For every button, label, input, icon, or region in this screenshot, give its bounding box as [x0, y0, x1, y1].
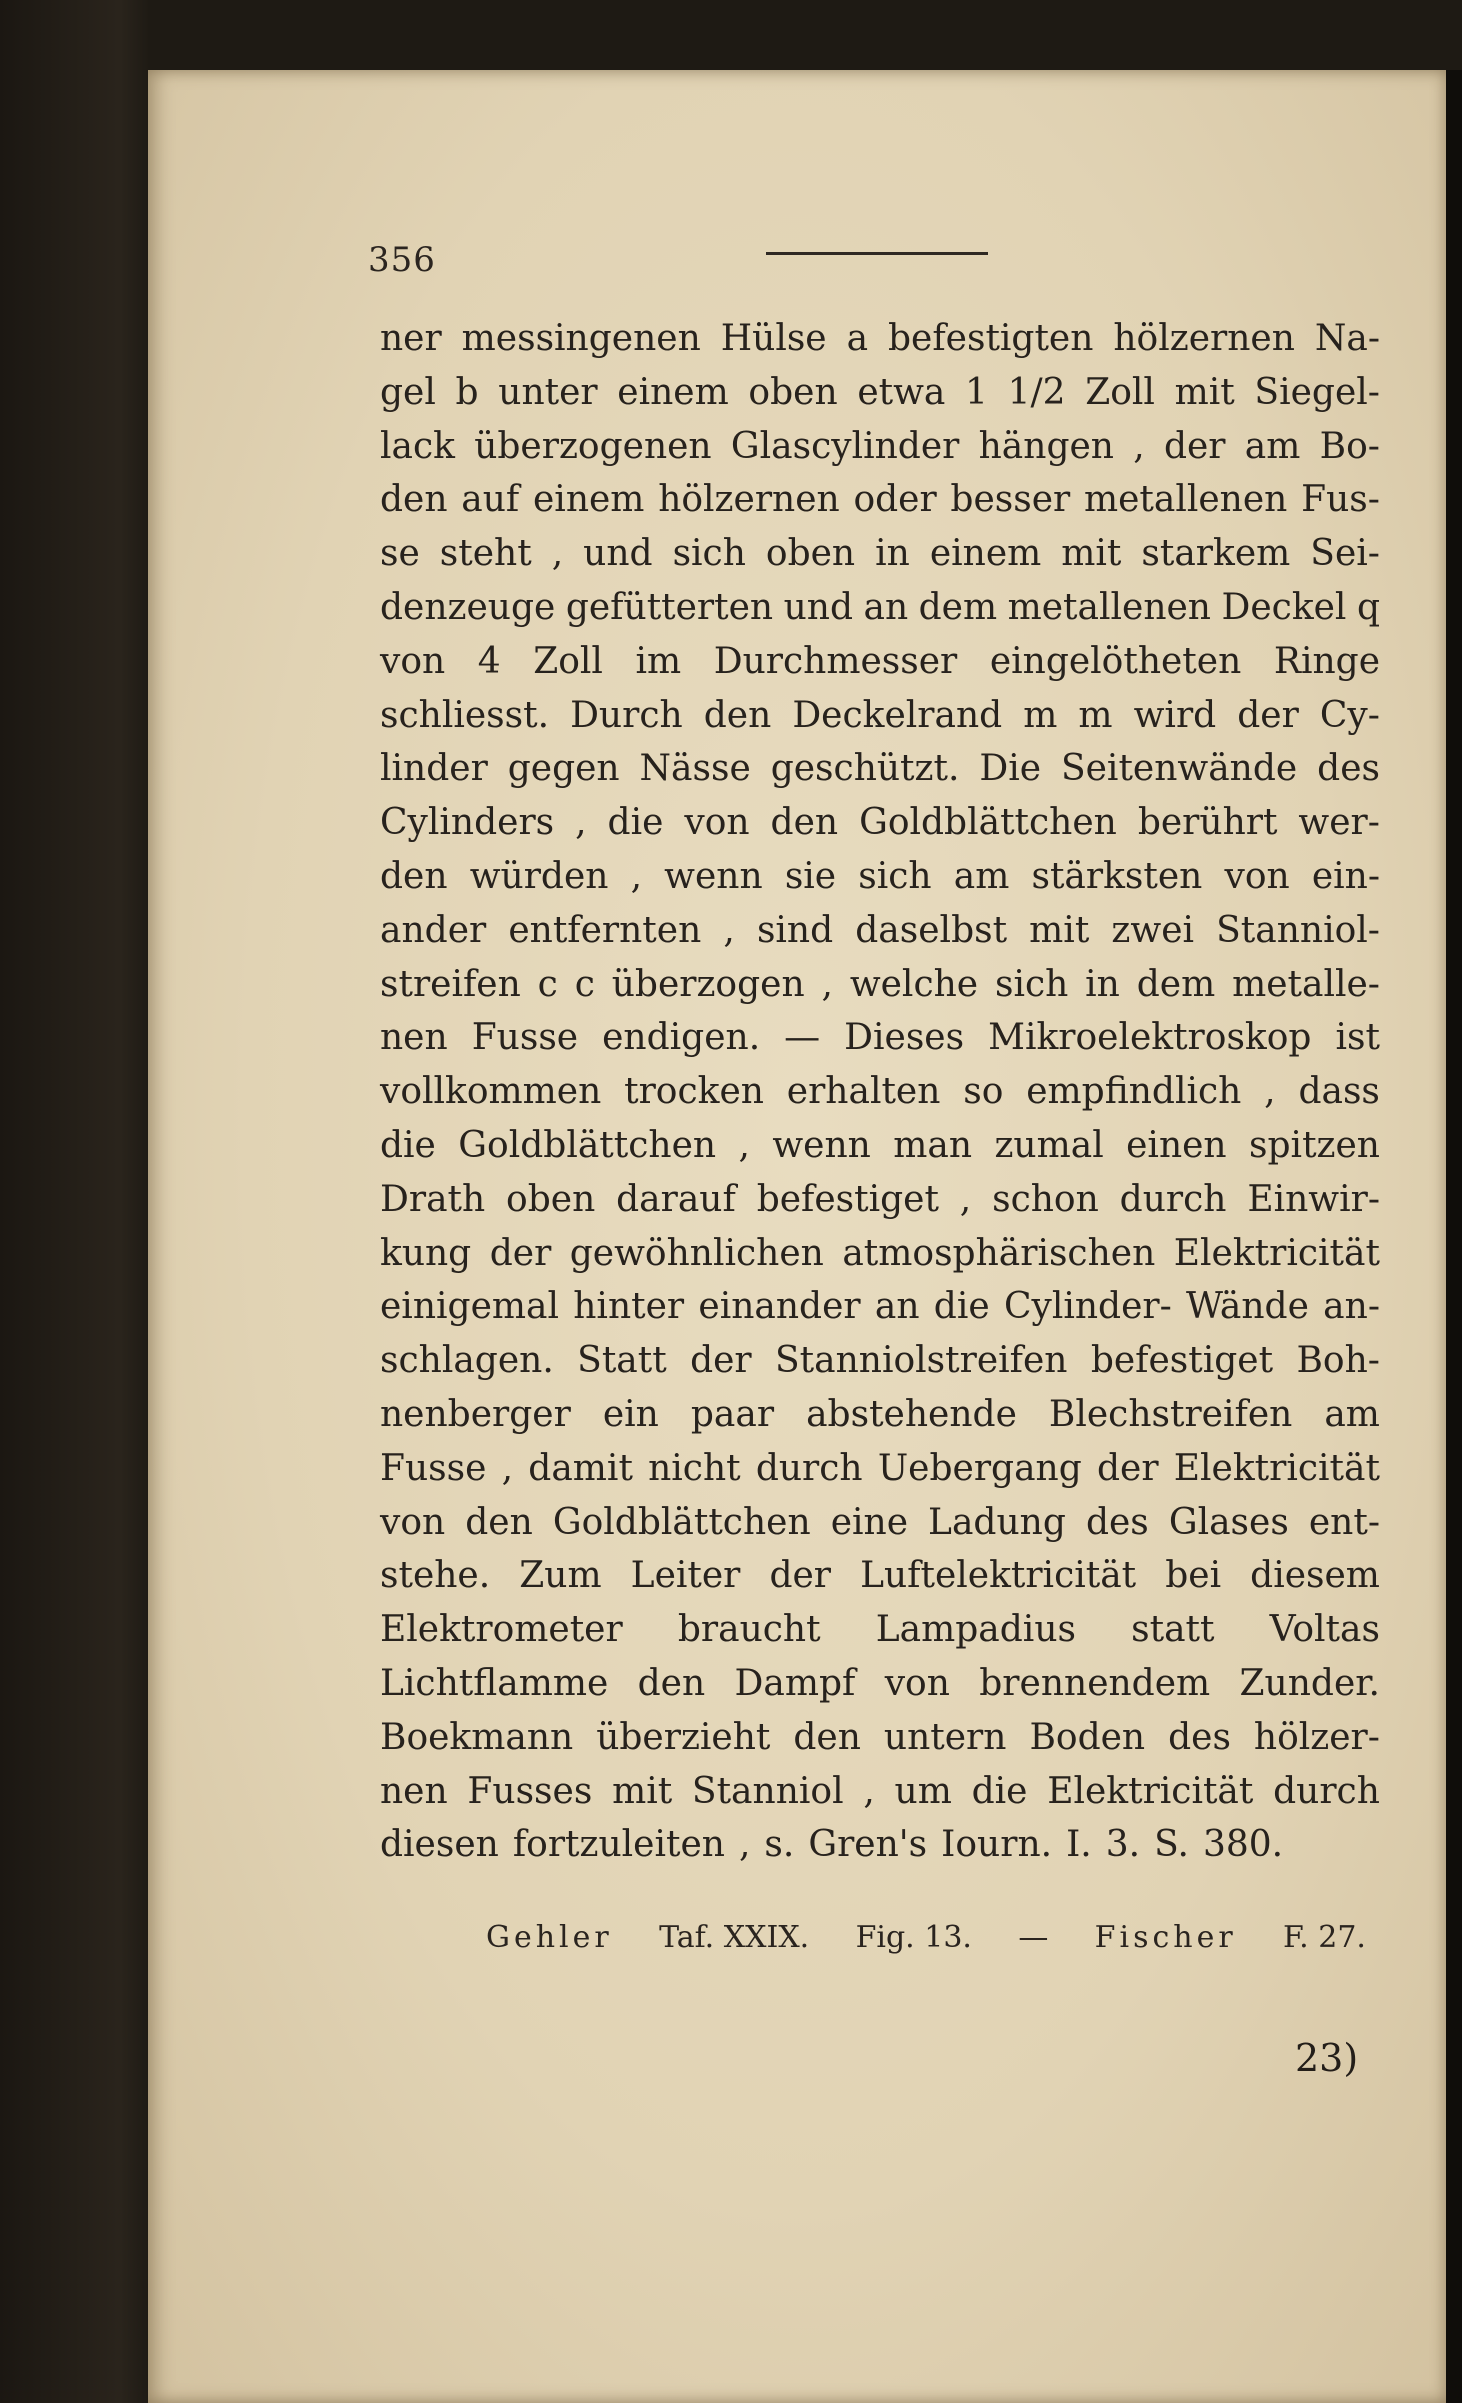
word: die: [380, 1124, 436, 1166]
word: kung: [380, 1232, 472, 1274]
word: eine: [830, 1501, 908, 1543]
word: oben: [748, 371, 838, 413]
word: Voltas: [1269, 1609, 1380, 1651]
word: der: [1163, 425, 1226, 467]
word: oben: [765, 533, 856, 575]
word: um: [894, 1770, 952, 1812]
word: endigen.: [602, 1017, 761, 1059]
word: wird: [1133, 694, 1217, 736]
word: Fus-: [1301, 479, 1380, 521]
word: a: [846, 318, 869, 359]
word: gefütterten: [565, 586, 774, 628]
word: und: [583, 533, 653, 575]
word: auf: [461, 479, 520, 521]
word: dass: [1298, 1071, 1380, 1113]
word: linder: [380, 748, 488, 790]
text-line: [380, 587, 1380, 641]
word: einander: [698, 1286, 861, 1328]
word: einem: [533, 479, 645, 521]
word: Lampadius: [875, 1609, 1076, 1651]
word: Cy-: [1319, 694, 1380, 736]
text-line: [380, 1609, 1380, 1663]
word: Blechstreifen: [1048, 1393, 1293, 1435]
word: den: [380, 479, 448, 521]
word: Glascylinder: [730, 425, 960, 467]
word: ,: [551, 533, 564, 575]
word: ,: [738, 1124, 750, 1166]
text-line: [380, 318, 1380, 372]
word: 3.: [1105, 1824, 1141, 1866]
text-line: [380, 964, 1380, 1018]
word: se: [380, 533, 420, 575]
word: empfindlich: [1026, 1071, 1242, 1113]
word: Deckelrand: [792, 694, 1003, 736]
word: streifen: [380, 963, 521, 1005]
word: überzieht: [596, 1716, 771, 1758]
word: Sei-: [1310, 533, 1380, 575]
word: geschützt.: [770, 748, 960, 790]
text-line: [380, 1717, 1380, 1771]
word: Drath: [380, 1178, 486, 1220]
word: hängen: [978, 425, 1114, 467]
word: s.: [764, 1824, 795, 1866]
word: hölzernen: [658, 479, 840, 521]
word: zwei: [1111, 909, 1195, 951]
word: befestiget: [756, 1178, 939, 1220]
word: unter: [498, 371, 598, 413]
word: q: [1356, 586, 1380, 628]
word: mit: [1061, 533, 1122, 575]
caption-f: F. 27.: [1283, 1920, 1366, 1955]
word: darauf: [616, 1178, 736, 1220]
word: im: [635, 640, 682, 682]
caption-fig: Fig. 13.: [855, 1920, 972, 1955]
word: Zunder.: [1239, 1662, 1380, 1704]
text-line: [380, 910, 1380, 964]
caption-dash: —: [1018, 1920, 1049, 1955]
word: sich: [858, 855, 932, 897]
page-number: 356: [368, 240, 436, 280]
word: mit: [1029, 909, 1090, 951]
word: paar: [690, 1393, 775, 1435]
word: nen: [380, 1017, 448, 1059]
word: Dampf: [734, 1662, 856, 1704]
word: wenn: [772, 1124, 871, 1166]
word: entfernten: [508, 909, 702, 951]
word: Ringe: [1273, 640, 1380, 682]
word: Elektricität: [1047, 1770, 1254, 1812]
word: Nässe: [639, 748, 751, 790]
word: ner: [380, 318, 442, 359]
word: starkem: [1141, 533, 1291, 575]
word: Stanniol: [691, 1770, 844, 1812]
word: untern: [883, 1716, 1007, 1758]
word: lack: [380, 425, 455, 467]
word: hölzer-: [1253, 1716, 1380, 1758]
text-line: [380, 1502, 1380, 1556]
word: Durchmesser: [713, 640, 958, 682]
word: atmosphärischen: [842, 1232, 1156, 1274]
word: 4: [477, 640, 501, 682]
word: die: [607, 802, 664, 844]
word: —: [784, 1017, 821, 1059]
word: zumal: [994, 1124, 1104, 1166]
word: ander: [380, 909, 487, 951]
word: nicht: [648, 1447, 741, 1489]
word: m: [1023, 694, 1058, 736]
word: dem: [918, 586, 998, 628]
text-line: [380, 372, 1380, 426]
word: hölzernen: [1113, 318, 1295, 359]
word: denzeuge: [380, 586, 556, 628]
word: der: [489, 1232, 552, 1274]
word: von: [684, 802, 750, 844]
word: c: [574, 963, 595, 1005]
word: Fusse: [471, 1017, 579, 1059]
word: fortzuleiten: [512, 1824, 725, 1866]
word: die: [933, 1286, 990, 1328]
word: ein-: [1311, 855, 1380, 897]
word: ,: [1133, 425, 1145, 467]
word: Gren's: [808, 1824, 928, 1866]
body-text: [380, 318, 1380, 1878]
word: Glases: [1168, 1501, 1289, 1543]
word: Boden: [1029, 1716, 1146, 1758]
word: Seitenwände: [1060, 748, 1298, 790]
word: sie: [784, 855, 837, 897]
word: schon: [992, 1178, 1099, 1220]
text-line: [380, 1125, 1380, 1179]
word: Hülse: [720, 318, 827, 359]
word: Cylinder-: [1003, 1286, 1172, 1328]
page-edge-shadow: [1446, 70, 1462, 2403]
text-line: [380, 1340, 1380, 1394]
word: von: [1224, 855, 1290, 897]
word: schlagen.: [380, 1340, 554, 1382]
word: Wände: [1186, 1286, 1309, 1328]
word: durch: [1119, 1178, 1227, 1220]
word: in: [1085, 963, 1120, 1005]
word: des: [1168, 1716, 1231, 1758]
word: Goldblättchen: [552, 1501, 811, 1543]
word: ,: [1264, 1071, 1276, 1113]
word: Durch: [570, 694, 683, 736]
word: befestigten: [887, 318, 1094, 359]
word: an: [874, 1286, 920, 1328]
word: damit: [528, 1447, 633, 1489]
word: ein: [602, 1393, 659, 1435]
word: Boh-: [1296, 1340, 1380, 1382]
figure-reference: [486, 1920, 1366, 1955]
word: gel: [380, 371, 436, 413]
word: sind: [756, 909, 834, 951]
word: einen: [1126, 1124, 1227, 1166]
word: besser: [950, 479, 1071, 521]
word: den: [770, 802, 839, 844]
word: Zoll: [1085, 371, 1155, 413]
word: berührt: [1137, 802, 1278, 844]
word: messingenen: [461, 318, 701, 359]
word: der: [769, 1555, 831, 1597]
word: sich: [994, 963, 1069, 1005]
word: Na-: [1314, 318, 1380, 359]
word: einigemal: [380, 1286, 559, 1328]
word: erhalten: [786, 1071, 941, 1113]
word: oder: [853, 479, 937, 521]
word: b: [455, 371, 479, 413]
word: Mikroelektroskop: [988, 1017, 1312, 1059]
word: und: [783, 586, 853, 628]
word: braucht: [677, 1609, 821, 1651]
word: der: [1096, 1447, 1159, 1489]
word: diesen: [380, 1824, 499, 1866]
word: so: [963, 1071, 1004, 1113]
word: oben: [506, 1178, 596, 1220]
word: in: [875, 533, 910, 575]
word: den: [465, 1501, 533, 1543]
word: befestiget: [1090, 1340, 1274, 1382]
word: c: [537, 963, 558, 1005]
word: wer-: [1298, 802, 1380, 844]
word: ,: [501, 1447, 514, 1489]
word: die: [971, 1770, 1028, 1812]
word: metalle-: [1232, 963, 1380, 1005]
word: einem: [617, 371, 729, 413]
word: würden: [469, 855, 609, 897]
word: steht: [439, 533, 532, 575]
word: gegen: [507, 748, 620, 790]
word: metallenen: [1007, 586, 1211, 628]
text-line: [380, 479, 1380, 533]
word: 380.: [1202, 1824, 1284, 1866]
word: den: [793, 1716, 861, 1758]
word: statt: [1131, 1609, 1215, 1651]
word: Goldblättchen: [458, 1124, 717, 1166]
word: Elektricität: [1173, 1447, 1380, 1489]
word: etwa: [857, 371, 946, 413]
word: Iourn.: [941, 1824, 1053, 1866]
page-header: [368, 240, 1388, 280]
text-line: [380, 695, 1380, 749]
word: man: [893, 1124, 973, 1166]
word: 1: [965, 371, 988, 413]
word: schliesst.: [380, 694, 550, 736]
word: S.: [1154, 1824, 1189, 1866]
word: ,: [630, 855, 643, 897]
word: Lichtflamme: [380, 1662, 609, 1704]
word: ,: [723, 909, 735, 951]
word: Stanniol-: [1216, 909, 1380, 951]
word: von: [380, 1501, 446, 1543]
word: des: [1317, 748, 1380, 790]
word: eingelötheten: [989, 640, 1242, 682]
text-line: [380, 1017, 1380, 1071]
word: Cylinders: [380, 802, 555, 844]
word: überzogenen: [474, 425, 712, 467]
word: welche: [849, 963, 979, 1005]
text-line: [380, 1663, 1380, 1717]
word: metallenen: [1083, 479, 1288, 521]
word: der: [690, 1340, 752, 1382]
word: des: [1085, 1501, 1149, 1543]
word: bei: [1165, 1555, 1222, 1597]
word: nen: [380, 1770, 448, 1812]
word: stehe.: [380, 1555, 491, 1597]
word: Deckel: [1221, 586, 1347, 628]
word: Bo-: [1319, 425, 1380, 467]
word: ,: [863, 1770, 875, 1812]
word: Siegel-: [1254, 371, 1380, 413]
word: Elektrometer: [380, 1609, 623, 1651]
word: sich: [672, 533, 746, 575]
word: brennendem: [979, 1662, 1211, 1704]
word: stärksten: [1031, 855, 1203, 897]
word: Dieses: [844, 1017, 965, 1059]
text-line: [380, 856, 1380, 910]
text-line: [380, 1286, 1380, 1340]
word: Leiter: [630, 1555, 741, 1597]
word: der: [1237, 694, 1299, 736]
text-line: [380, 1179, 1380, 1233]
word: ,: [575, 802, 587, 844]
word: den: [380, 855, 448, 897]
word: Statt: [577, 1340, 667, 1382]
text-line: [380, 802, 1380, 856]
word: von: [884, 1662, 950, 1704]
text-line: [380, 641, 1380, 695]
text-line: [380, 1071, 1380, 1125]
word: abstehende: [806, 1393, 1017, 1435]
word: Ladung: [928, 1501, 1066, 1543]
word: mit: [1174, 371, 1235, 413]
word: den: [637, 1662, 706, 1704]
word: ,: [959, 1178, 972, 1220]
word: Boekmann: [380, 1716, 574, 1758]
signature-mark: 23): [1295, 2036, 1359, 2080]
word: ,: [821, 963, 833, 1005]
word: dem: [1136, 963, 1216, 1005]
word: von: [380, 640, 446, 682]
word: gewöhnlichen: [569, 1232, 824, 1274]
word: Einwir-: [1247, 1178, 1380, 1220]
word: Zoll: [533, 640, 603, 682]
word: diesem: [1250, 1555, 1380, 1597]
text-line: [380, 426, 1380, 480]
word: an-: [1323, 1286, 1380, 1328]
word: ist: [1335, 1017, 1380, 1059]
word: Fusse: [380, 1447, 487, 1489]
word: Stanniolstreifen: [775, 1340, 1068, 1382]
word: trocken: [624, 1071, 764, 1113]
text-line: [380, 1771, 1380, 1825]
word: ent-: [1308, 1501, 1380, 1543]
word: Uebergang: [877, 1447, 1082, 1489]
word: durch: [1273, 1770, 1380, 1812]
word: hinter: [573, 1286, 685, 1328]
caption-taf: Taf. XXIX.: [659, 1920, 810, 1955]
text-line: [380, 1448, 1380, 1502]
word: durch: [755, 1447, 863, 1489]
word: vollkommen: [380, 1071, 602, 1113]
text-line: [380, 533, 1380, 587]
word: einem: [929, 533, 1042, 575]
word: I.: [1066, 1824, 1092, 1866]
word: Zum: [519, 1555, 602, 1597]
word: Luftelektricität: [860, 1555, 1137, 1597]
text-line: [380, 1824, 1380, 1878]
word: Elektricität: [1173, 1232, 1380, 1274]
word: den: [703, 694, 772, 736]
word: spitzen: [1249, 1124, 1380, 1166]
text-line: [380, 1233, 1380, 1287]
caption-gehler: Gehler: [486, 1920, 613, 1955]
word: ,: [738, 1824, 751, 1866]
word: am: [953, 855, 1010, 897]
word: überzogen: [611, 963, 805, 1005]
text-line: [380, 1394, 1380, 1448]
word: m: [1078, 694, 1113, 736]
text-line: [380, 748, 1380, 802]
word: nenberger: [380, 1393, 571, 1435]
word: Die: [979, 748, 1042, 790]
word: am: [1324, 1393, 1380, 1435]
word: Goldblättchen: [859, 802, 1117, 844]
word: am: [1244, 425, 1301, 467]
caption-fischer: Fischer: [1094, 1920, 1237, 1955]
word: daselbst: [855, 909, 1008, 951]
word: Fusses: [467, 1770, 593, 1812]
word: wenn: [664, 855, 763, 897]
header-rule: [766, 252, 988, 255]
text-line: [380, 1555, 1380, 1609]
word: an: [863, 586, 909, 628]
word: 1/2: [1007, 371, 1066, 413]
word: mit: [612, 1770, 673, 1812]
